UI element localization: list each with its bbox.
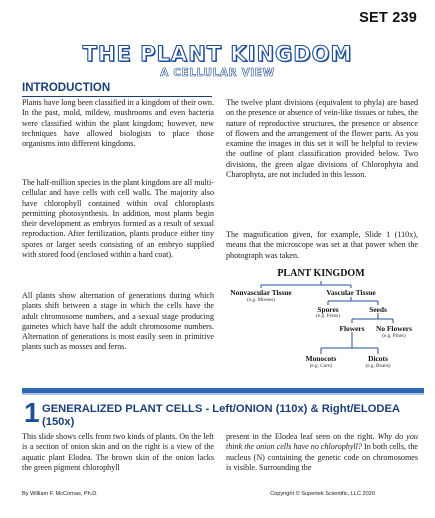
section-1-right-text: present in the Elodea leaf seen on the right. Why do you think the onion cells have no chlorophyll? In both cells, the nucleus (N) containing the genetic code on chromosomes is visible. Surrounding the (226, 432, 418, 472)
section-1-left-text: This slide shows cells from two kinds of plants. On the left is a section of onion skin and on the right is a view of the aquatic plant Elodea. The brown skin of the onion lacks the green pigment chlorophyll (22, 432, 214, 472)
dicots-label: Dicots (368, 354, 388, 363)
intro-paragraph-2: The half-million species in the plant kingdom are all multi-cellular and have cells with cell walls. The majority also have chlorophyll contained within oval chloroplasts permitting photosynthesis. In addition, most plants begin their development as embryos formed as a result of sexual reproduction. After fertilization, plants produce either tiny spores or larger seeds consisting of an embryo supplied with stored food (enclosed within a hard coat). (22, 178, 214, 260)
spores-label: Spores (317, 305, 339, 314)
page-subtitle: A CELLULAR VIEW (160, 67, 275, 79)
intro-paragraph-1: Plants have long been classified in a kingdom of their own. In the past, mold, mildew, mushrooms and even bacteria were classified within the plant kingdom; however, new techniques have allowed biologists to place those organisms into different kingdoms. (22, 98, 214, 149)
intro-paragraph-5: The magnification given, for example, Slide 1 (110x), means that the microscope was set at that power when the photograph was taken. (226, 230, 418, 260)
nonvascular-label: Nonvascular Tissue (230, 288, 292, 297)
introduction-heading: INTRODUCTION (22, 82, 111, 94)
vascular-label: Vascular Tissue (326, 288, 376, 297)
question-text: Why do you think the onion cells have no chlorophyll? (226, 432, 418, 452)
set-label: SET 239 (359, 10, 417, 26)
section-number: 1 (24, 397, 40, 428)
plant-classification-diagram (226, 268, 416, 386)
section-heading: GENERALIZED PLANT CELLS - Left/ONION (110x) & Right/ELODEA (150x) (42, 403, 400, 428)
footer-copyright: Copyright © Supertek Scientific, LLC 2020 (270, 491, 375, 497)
no-flowers-example: (e.g. Pines) (382, 333, 406, 339)
introduction-divider (22, 96, 212, 97)
flowers-label: Flowers (339, 324, 365, 333)
no-flowers-label: No Flowers (376, 324, 412, 333)
dicots-example: (e.g. Beans) (365, 363, 391, 369)
diagram-title: PLANT KINGDOM (277, 268, 365, 279)
page-title: THE PLANT KINGDOM (82, 42, 353, 66)
spores-example: (e.g. Ferns) (316, 313, 340, 319)
seeds-label: Seeds (369, 305, 387, 314)
section-divider-shadow (22, 393, 424, 395)
footer-author: By William F. McComas, Ph.D. (22, 491, 98, 497)
intro-paragraph-4: The twelve plant divisions (equivalent to phyla) are based on the presence or absence of vein-like tissues or tubes, the nature of reproductive structures, the presence or absence of flowers and the arrangement of the flower parts. As you examine the images in this set it will be helpful to review the outline of plant classification provided below. Two divisions, the green algae divisions of Chlorophyta and Charophyta, are not included in this lesson. (226, 98, 418, 180)
monocots-example: (e.g. Corn) (309, 363, 333, 369)
intro-paragraph-3: All plants show alternation of generations during which plants shift between a stage in which the cells have the adult chromosome numbers, and a sexual stage producing gametes which have half the adult chromosome numbers. Alternation of generations is most easily seen in primitive plants such as mosses and ferns. (22, 291, 214, 352)
nonvascular-example: (e.g. Mosses) (247, 297, 275, 303)
monocots-label: Monocots (305, 354, 337, 363)
